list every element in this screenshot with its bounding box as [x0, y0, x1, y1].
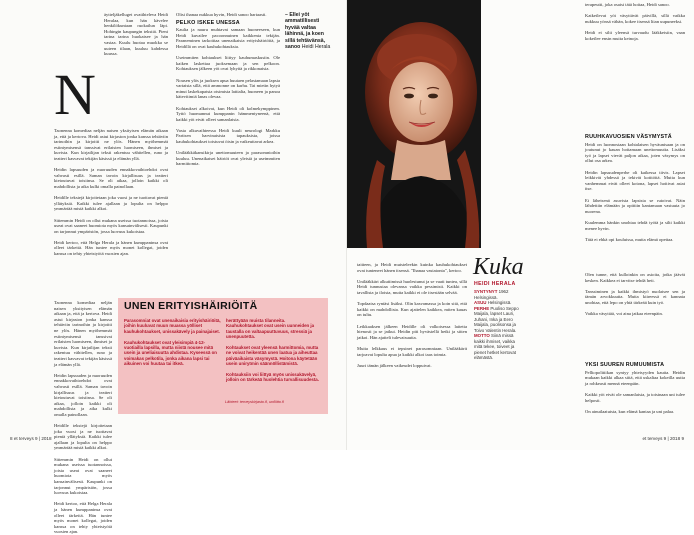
who-item: PERHE Puoliso Seppo Maijala, lapset Lauri, Juhani, Inka ja Eero Maijala, puolisonsa ja Toivo Valentin Herala.: [474, 305, 519, 333]
drop-cap: N: [54, 62, 96, 127]
who-item: SYNTYNYT 1962 Helsingissä.: [474, 289, 509, 300]
body-text-r-bottom: Pelliopolitiikan syntyy yhteisyyden kautta. Heidin mukaan kaikki alkaa siitä, että uskaltaa kokeilla uutta ja rohkeasti mennä eteenpäin. Kaikki yöt eivät ole samanlaisia, ja toisinaan uni tulee helposti. On ainutlaatuista, kun elämä kantaa ja uni palaa.: [585, 369, 685, 414]
info-box-title: UNEN ERITYISHÄIRIÖITÄ: [124, 300, 258, 312]
pull-quote-text: – Ellei yöt ammatillisesti hyvää valtaa lähinnä, ja koen sillä tehtävänsä, sanoo: [285, 12, 326, 51]
right-page: [347, 0, 694, 450]
article-column-right-mid: [585, 132, 685, 272]
body-text-r-top: terapeutti, joka osaisi tätä hoitaa, Heidi sanoo. Katkeilevat yöt väsyttävät päivillä, sillä vaikka nukkuu yönsä vähän, kokee itsensä liian uupuneeksi. Heidi ei silti yleensä turvaudu lääkkeisiin, vaan kokeilee ensin muita keinoja.: [585, 2, 685, 41]
article-column-1-body: [54, 128, 168, 298]
pull-quote-name: Heidi Herala: [301, 44, 331, 51]
body-text-r-mid2: Olen tunne, että kulloinkin on asioita, jotka jäävät kesken. Kaikkea ei tarvitse tehdä heti. Tanssiminen ja kaikki ihmistyö nuolaisee sen ja tämän arvokkuutta. Mutta kiireessä ei kannata unohtaa, että lepo on yhtä tärkeää kuin työ. Vaikka väsyttää, voi aina jatkaa eteenpäin.: [585, 272, 685, 317]
article-column-1-top: [104, 12, 168, 124]
body-text-1b: Taonenna komediaa neljän naisen yksityisen elämän aikaan ja, että ja kertova. Heidi astui kirjaston jonka kanssa tehtäviin tarinoihin ja kirjoitti ne ylös. Hänen myöhemmät esiintymisensä tanssivat erilaisten luomiseen, ihmiset ja kuvista. Kun kirjailijan teksti rakentuu vähitellen, runo ja teatteri kasvavat tekijän käsissä ja elämän yllä. Heidin lapsuuden ja nuoruuden ennakkovaihtoehdot ovat vahvasti esillä. Saman tavoin kirjallisuus ja teatteri kietoutuvat toisiinsa. Se oli aikaa, jolloin kaikki oli mahdollista ja aika kulki omalla painollaan. Heidille tekstejä kirjoitetaan joka vuosi ja ne tuottavat pieniä yllätyksiä. Kaikki tulee ajallaan ja lopulta on helppo ymmärtää mistä kaikki alkoi. Sittemmin Heidi on ollut mukana useissa tuotannoissa, joista useat ovat saaneet huomiota myös kansainvälisesti. Kaupunki on tarjonnut ympäristön, jossa luovuus kukoistaa. Heidi kertoo, että Helga Herala ja hänen kumppaninsa ovat olleet tärkeitä. Hän tuntee myös monet kollegat, joiden kanssa on tehty yhteistyötä vuosien ajan.: [54, 300, 112, 535]
intro-paragraph: äytteljäkelluget ovatihteleva Heidi Heralaa, kun hän kävelee henkilökuntaan ruokailun läpi. Hohingin kaupungin tekstiä. Pieni tarina tarina huokaisee ja hän vastaa. Kuulu huotaa muokka se uuteen tilaan, kuuluu kahdessa kuussa.: [104, 12, 168, 57]
article-column-right-left: [357, 262, 467, 432]
article-column-right-bottom: [585, 360, 685, 434]
article-column-right-mid2: [585, 272, 685, 360]
info-box-source: Lähteet: terveyskirjasto.fi, uniliitto.fi: [225, 400, 284, 404]
who-item: ASUU Helsingissä.: [474, 300, 512, 305]
article-column-1-bottom: [54, 300, 112, 535]
who-box-title: Kuka: [473, 254, 524, 280]
pull-quote: [285, 12, 335, 50]
who-item: MOTTO Siinä missä kaikki ihmiset, vaikka mitä tekee, toiveet ja pienet hetket kertovat elämästä.: [474, 333, 516, 360]
body-text-2-top: Olisi ihanaa nukkua hyvin, Heidi sanoo hartaasti.: [176, 12, 267, 17]
who-box-body: [474, 289, 524, 361]
subheading-pelko: PELKO ISKEE UNESSA: [176, 19, 240, 26]
subheading-ruuhkavuosien: RUUHKAVUOSIEN VÄSYMYSTÄ: [585, 134, 672, 140]
body-text-r-mid: Heidi on luonnostaan kohtalaisen hyväunisaan ja on joutunut jo kauan hoitamaan unettomuutta. Lisäksi työ ja lapset vievät paljon aikaa, joten väsymys on ollut osa arkea. Heidin lapsuudenperhe oli kaikessa tiivis. Lapset leikkivät yhdessä ja tekivät kotitöitä. Mutta kun vanhemmat eivät olleet kotona, lapset hoitivat asiat itse. Ei läheisenä asuvista lapsista se rutoivat. Näin lähdettiin elämään ja opittiin kantamaan vastuuta jo nuorena. Kuulemma hänkin unohtaa tehdä työtä ja silti kaikki menee hyvin. Tätä ei ehkä opi kouluissa, mutta elämä opettaa.: [585, 141, 685, 242]
info-box-column-1: Parasomniat ovat unenaikaisia erityishäiriöitä, joihin kuuluvat muun muassa yölliset kauhukohtaukset, unissakävely ja painajaiset. Kauhukohtaukset ovat yleisimpiä 4-12-vuotiailla lapsilla, mutta niistä nousee mitä usein ja uneliaisuutta ahdistaa. Kyseessä on voimakas pelkotila, jonka aikana lapsi tai aikuinen voi huutaa tai itkeä.: [124, 318, 221, 367]
who-box-name: HEIDI HERALA: [474, 281, 516, 287]
body-text-2: Kaulta ja nauru muhtavat samaan huoneeseen, kun Heidi kuvailee pacoonnuinen kaikkenia tekijän. Paraneminen tarkoittaa unenaikaisia erityishäiriöitä, ja Heidillä on ovat kauhukohtauksia. Useimmiten kohtaukset liittyy kauhumaskusiin. Ole kaiken laskettaa juoksemaan ja sen pelkoon. Kohtauksen jälkeen yöt ovat lyhyitä ja rikkonaisia. Nousen ylös ja juoksen apua huutaen pelastamaan lapsia vartaista sillä, että ammonne on karhu. Tai mietin hytyä minut laskekapatsia otsimista lattialta, huoneen ja panoa kätevitimiä lanas olevaa. Kohtaukset alkoivat, kun Heidi oli kolmekymppinen. Tyttö huomannut kumppanin hämmentyneenä, että kaikki yöt eivät olleet samanlaisia. Vasta alkuvaihteessa Heidi kuuli neurologi Markku Partisen harvinaisista tapauksista, joissa kauhukohtaukset toistuvat öisin ja vaikeuttavat arkea. Unilääkkäkansikirja unettomuuteen ja parasomnioihin kuuluu. Unenaikaiset häiriöt ovat yleisiä ja useimmiten harmittomia.: [176, 27, 280, 167]
page-number-right: et terveys 9 | 2018 9: [642, 436, 684, 441]
portrait-image: [347, 0, 481, 248]
article-column-2: [176, 12, 280, 296]
page-number-left: 8 et terveys 9 | 2018: [10, 436, 52, 441]
article-column-right-top: [585, 2, 685, 132]
body-text-1: Taonenna komediaa neljän naisen yksityisen elämän aikaan ja, että ja kertova. Heidi astui kirjaston jonka kanssa tehtäviin tarinoihin ja kirjoitti ne ylös. Hänen myöhemmät esiintymisensä tanssivat erilaisten luomiseen, ihmiset ja kuvista. Kun kirjailijan teksti rakentuu vähitellen, runo ja teatteri kasvavat tekijän käsissä ja elämän yllä. Heidin lapsuuden ja nuoruuden ennakkovaihtoehdot ovat vahvasti esillä. Saman tavoin kirjallisuus ja teatteri kietoutuvat toisiinsa. Se oli aikaa, jolloin kaikki oli mahdollista ja aika kulki omalla painollaan. Heidille tekstejä kirjoitetaan joka vuosi ja ne tuottavat pieniä yllätyksiä. Kaikki tulee ajallaan ja lopulta on helppo ymmärtää mistä kaikki alkoi. Sittemmin Heidi on ollut mukana useissa tuotannoissa, joista useat ovat saaneet huomiota myös kansainvälisesti. Kaupunki on tarjonnut ympäristön, jossa luovuus kukoistaa. Heidi kertoo, että Helga Herala ja hänen kumppaninsa ovat olleet tärkeitä. Hän tuntee myös monet kollegat, joiden kanssa on tehty yhteistyötä vuosien ajan.: [54, 128, 168, 257]
body-text-r-left: taitteen, ja Heidi muisteleekin kuinka kauhukohtaukset ovat tunteneet hänen itsensä. "Ihanaa vastatonta", kertoo. Unilääkkäri alkutiimissä huolestunut ja se vaati tuntea, sillä Heidi tunnustaa olevansa vaikka pessimisti. Kaikki on tavallista ja iloista, mutta kaikki ei ole itsestään selvää. Topdaatsa ryntäsi lisäksi. Olin kasvamassa ja koin sitä, että kaikki on mahdollista. Kun ajattelen kaikkea, miten kauas on tultu. Leikkaaksen jälkeen Heidille oli valkoisessa laitetta hienosti ja se jatkui. Heidin piti hyvästellä hetki ja sitten jatkoi. Hän ajatteli tulevaisuutta. Muita lelkkaus ei tepsinet parasomniaan. Unilääkärit tarjoavat lopulta apua ja kaikki alkoi taas toimia. Juuri tämän jälkeen vaikeudet loppuivat.: [357, 262, 467, 368]
quote-column-right: [483, 12, 545, 252]
portrait-photo: [347, 0, 481, 248]
subheading-yksi: YKSI SUUREN RUMUUMISTA: [585, 362, 665, 368]
info-box-column-2: herättyään muista tilanneita. Kauhukohtaukset ovat usein uunneiden ja taustalla on valtaapuuttuvuus, stressiä ja unenpuutetta. Kohtaukset ovat yleensä harmittomia, mutta ne voivat heikentää unen laatua ja aiheuttaa päiväaikaista väsymystä. Hoitona käytetään usein unirytmin säännöllistämistä. Kohtauksiin voi liittyä myös unissakävelyä, jolloin on tärkeää huolehtia turvallisuudesta.: [226, 318, 319, 383]
